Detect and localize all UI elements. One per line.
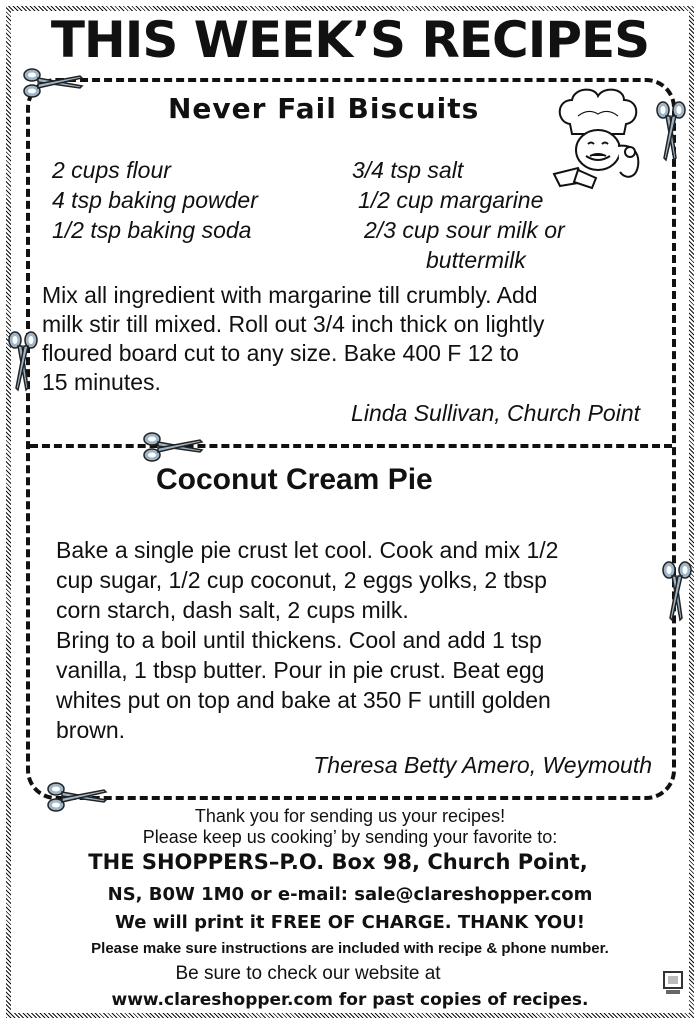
footer-free: We will print it FREE OF CHARGE. THANK YOU!: [115, 912, 585, 933]
recipe-title: Coconut Cream Pie: [156, 463, 433, 496]
instruction-line: Bring to a boil until thickens. Cool and add 1 tsp: [56, 627, 542, 653]
scissors-icon: [6, 330, 40, 392]
ingredient: 2 cups flour: [52, 157, 171, 183]
instruction-line: cup sugar, 1/2 cup coconut, 2 eggs yolks, 2 tbsp: [56, 567, 547, 593]
scissors-icon: [654, 100, 688, 162]
instruction-line: Bake a single pie crust let cool. Cook and mix 1/2: [56, 537, 559, 563]
instruction-line: Mix all ingredient with margarine till crumbly. Add: [42, 282, 538, 308]
instruction-line: vanilla, 1 tbsp butter. Pour in pie crust. Beat egg: [56, 657, 545, 683]
footer-thanks: Thank you for sending us your recipes!: [194, 806, 506, 826]
scissors-icon: [660, 560, 694, 622]
page-title: THIS WEEK’S RECIPES: [50, 11, 650, 69]
ingredient: buttermilk: [426, 247, 526, 273]
footer-email: NS, B0W 1M0 or e-mail: sale@clareshopper.com: [107, 884, 593, 905]
instruction-line: 15 minutes.: [42, 369, 161, 395]
recipe-title: Never Fail Biscuits: [168, 92, 480, 125]
ingredient: 3/4 tsp salt: [352, 157, 464, 183]
instruction-line: milk stir till mixed. Roll out 3/4 inch thick on lightly: [42, 311, 545, 337]
ingredient: 4 tsp baking powder: [52, 187, 258, 213]
scissors-icon: [142, 430, 204, 464]
instruction-line: brown.: [56, 717, 126, 743]
recipe-author: Theresa Betty Amero, Weymouth: [313, 752, 652, 778]
instruction-line: corn starch, dash salt, 2 cups milk.: [56, 597, 409, 623]
ingredient: 2/3 cup sour milk or: [364, 217, 565, 243]
footer-address: THE SHOPPERS–P.O. Box 98, Church Point,: [88, 850, 588, 874]
chef-icon: [548, 86, 648, 190]
footer-request: Please keep us cooking’ by sending your favorite to:: [142, 827, 558, 847]
footer-website-intro: Be sure to check our website at: [175, 963, 441, 984]
ingredient: 1/2 tsp baking soda: [52, 217, 252, 243]
footer-website: www.clareshopper.com for past copies of recipes.: [111, 990, 589, 1010]
instruction-line: floured board cut to any size. Bake 400 F 12 to: [42, 340, 519, 366]
ingredient: 1/2 cup margarine: [358, 187, 544, 213]
instruction-line: whites put on top and bake at 350 F untill golden: [56, 687, 551, 713]
page-corner-icon: [662, 970, 684, 996]
footer-note: Please make sure instructions are included with recipe & phone number.: [91, 940, 609, 957]
recipe-author: Linda Sullivan, Church Point: [351, 400, 640, 426]
recipe-divider: [30, 444, 672, 448]
scissors-icon: [22, 66, 84, 100]
